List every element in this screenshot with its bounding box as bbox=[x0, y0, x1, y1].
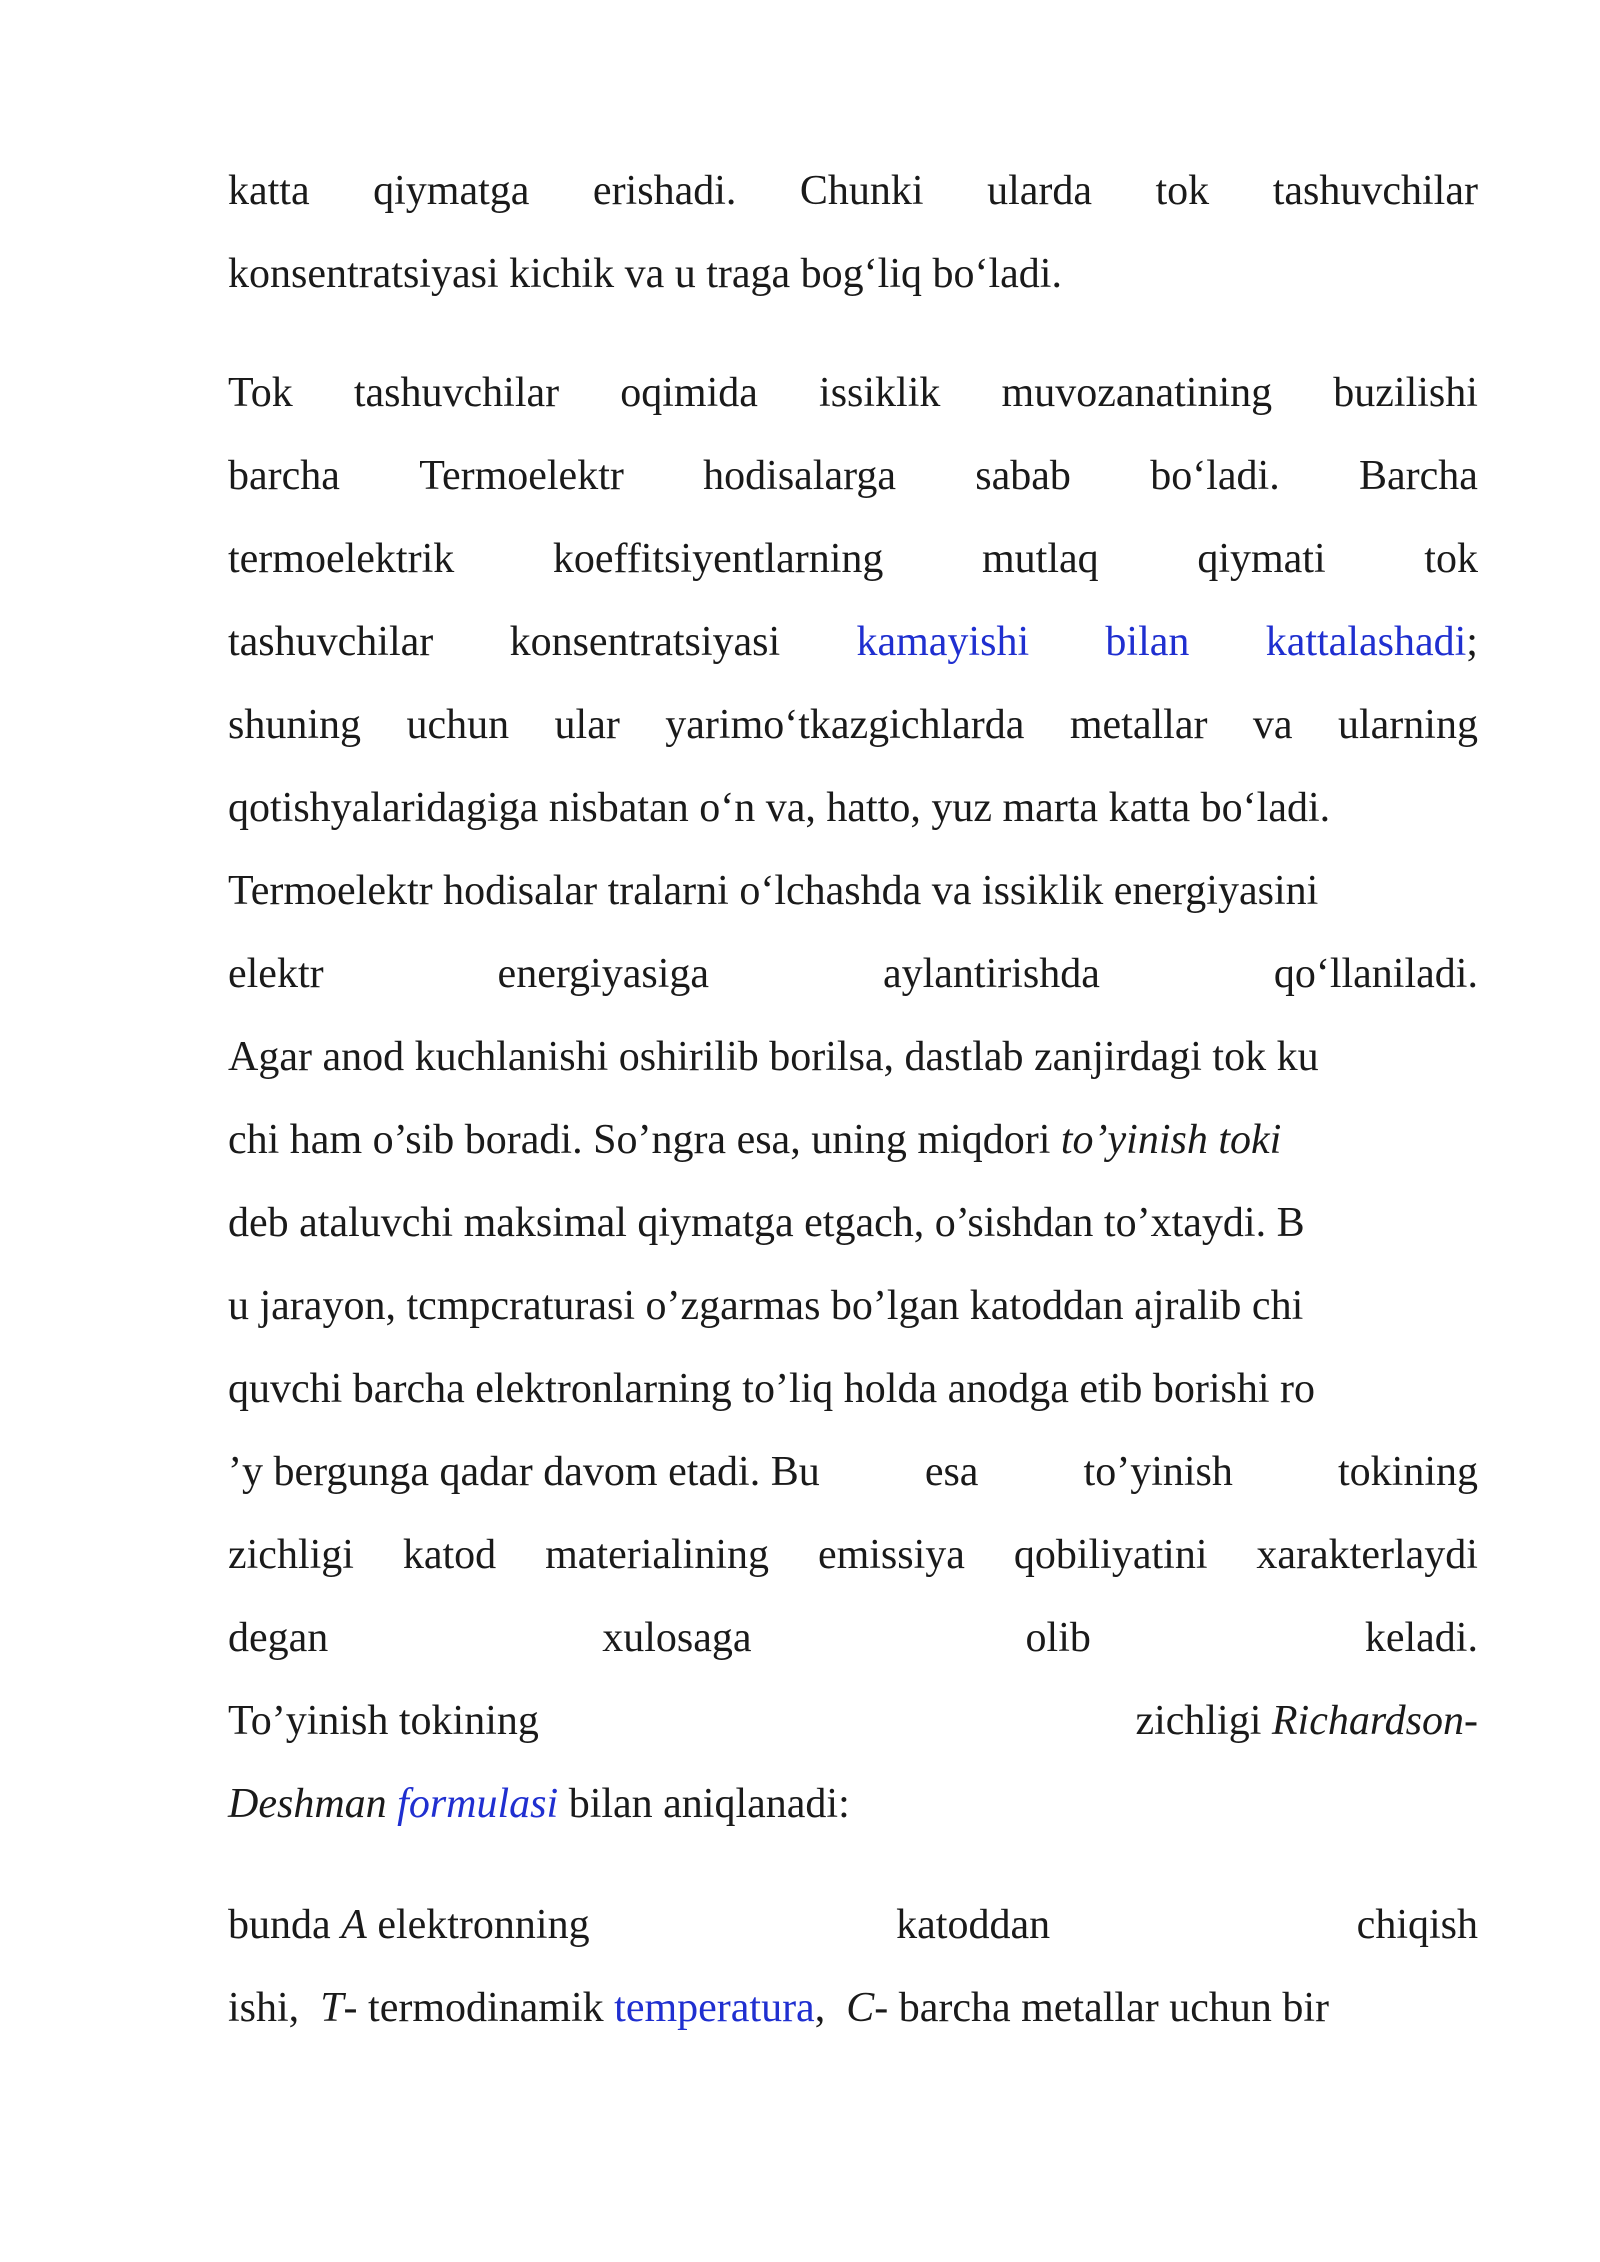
text-line bbox=[228, 684, 1478, 767]
word: tashuvchilar bbox=[353, 370, 560, 416]
word: Barcha bbox=[1359, 453, 1478, 499]
word: barcha bbox=[228, 453, 340, 499]
word: issiklik bbox=[819, 370, 941, 416]
word: tokining bbox=[1337, 1449, 1478, 1495]
word: va bbox=[1252, 702, 1293, 748]
link-kattalashadi[interactable]: kattalashadi bbox=[1265, 619, 1467, 665]
word: - barcha metallar uchun bir bbox=[874, 1985, 1329, 2031]
link-temperatura[interactable]: temperatura bbox=[614, 1985, 815, 2031]
variable-c: C bbox=[846, 1985, 875, 2031]
text-line bbox=[228, 1597, 1478, 1680]
word: sabab bbox=[975, 453, 1071, 499]
word: tashuvchilar bbox=[1272, 168, 1478, 214]
term-toyinish-toki: to’yinish toki bbox=[1060, 1117, 1282, 1163]
text-line: quvchi barcha elektronlarning to’liq holda anodga etib borishi ro bbox=[228, 1366, 1316, 1412]
text-line bbox=[228, 1967, 1478, 2050]
word: qobiliyatini bbox=[1013, 1532, 1208, 1578]
word: Termoelektr bbox=[419, 453, 624, 499]
word: konsentratsiyasi bbox=[509, 619, 781, 665]
text-line bbox=[228, 1099, 1478, 1182]
word: oqimida bbox=[620, 370, 758, 416]
paragraph-2 bbox=[228, 352, 1478, 1846]
text-run: bilan aniqlanadi: bbox=[558, 1781, 850, 1827]
text-line: deb ataluvchi maksimal qiymatga etgach, o’sishdan to’xtaydi. B bbox=[228, 1200, 1305, 1246]
word: ularning bbox=[1338, 702, 1478, 748]
text-line: u jarayon, tcmpcraturasi o’zgarmas bo’lgan katoddan ajralib chi bbox=[228, 1283, 1304, 1329]
word: tashuvchilar bbox=[228, 619, 434, 665]
word: koeffitsiyentlarning bbox=[552, 536, 884, 582]
term-deshman: Deshman bbox=[228, 1781, 387, 1827]
word: ular bbox=[554, 702, 620, 748]
word: Chunki bbox=[799, 168, 924, 214]
text-line bbox=[228, 518, 1478, 601]
word: to’yinish bbox=[1083, 1449, 1233, 1495]
word: shuning bbox=[228, 702, 362, 748]
text-run: ’y bergunga qadar davom etadi. Bu bbox=[228, 1449, 820, 1495]
word: hodisalarga bbox=[703, 453, 896, 499]
text-run: To’yinish tokining bbox=[228, 1698, 539, 1744]
word: Tok bbox=[228, 370, 293, 416]
text-line bbox=[228, 601, 1478, 684]
word: energiyasiga bbox=[497, 951, 710, 997]
word: ularda bbox=[987, 168, 1093, 214]
word: bunda bbox=[228, 1902, 342, 1948]
word: zichligi bbox=[228, 1532, 354, 1578]
text-run: chi ham o’sib boradi. So’ngra esa, uning miqdori bbox=[228, 1117, 1061, 1163]
text-line bbox=[228, 1763, 1478, 1846]
word: xarakterlaydi bbox=[1256, 1532, 1478, 1578]
link-kamayishi[interactable]: kamayishi bbox=[856, 619, 1030, 665]
word: tok bbox=[1424, 536, 1478, 582]
word: tok bbox=[1155, 168, 1210, 214]
text-line: konsentratsiyasi kichik va u traga bog‘liq bo‘ladi. bbox=[228, 251, 1062, 297]
word: uchun bbox=[406, 702, 510, 748]
link-formulasi[interactable]: formulasi bbox=[397, 1781, 559, 1827]
word: muvozanatining bbox=[1001, 370, 1273, 416]
word: erishadi. bbox=[592, 168, 737, 214]
word: keladi. bbox=[1364, 1615, 1478, 1661]
word-group bbox=[1266, 601, 1478, 684]
word: esa bbox=[924, 1449, 979, 1495]
text-line bbox=[228, 933, 1478, 1016]
text-line bbox=[228, 1680, 1478, 1763]
word: qiymatga bbox=[373, 168, 530, 214]
text-line: Agar anod kuchlanishi oshirilib borilsa, dastlab zanjirdagi tok ku bbox=[228, 1034, 1319, 1080]
word: mutlaq bbox=[982, 536, 1099, 582]
word: olib bbox=[1025, 1615, 1091, 1661]
punctuation: , bbox=[814, 1985, 826, 2031]
document-page bbox=[228, 150, 1478, 2050]
term-richardson: Richardson- bbox=[1271, 1698, 1478, 1744]
word: buzilishi bbox=[1333, 370, 1478, 416]
text-line bbox=[228, 1884, 1478, 1967]
word: katta bbox=[228, 168, 310, 214]
word: ishi, bbox=[228, 1985, 300, 2031]
word: chiqish bbox=[1356, 1902, 1478, 1948]
text-run bbox=[1135, 1680, 1478, 1763]
word: - termodinamik bbox=[343, 1985, 615, 2031]
word: metallar bbox=[1069, 702, 1208, 748]
link-bilan[interactable]: bilan bbox=[1105, 619, 1190, 665]
variable-t: T bbox=[320, 1985, 344, 2031]
word: zichligi bbox=[1135, 1698, 1272, 1744]
word: katoddan bbox=[896, 1902, 1051, 1948]
word: qo‘llaniladi. bbox=[1273, 951, 1478, 997]
word: termoelektrik bbox=[228, 536, 455, 582]
word: emissiya bbox=[817, 1532, 965, 1578]
word: bo‘ladi. bbox=[1150, 453, 1280, 499]
text-line: qotishyalaridagiga nisbatan o‘n va, hatto, yuz marta katta bo‘ladi. bbox=[228, 785, 1331, 831]
word: yarimo‘tkazgichlarda bbox=[665, 702, 1025, 748]
text-line: Termoelektr hodisalar tralarni o‘lchashda va issiklik energiyasini bbox=[228, 868, 1319, 914]
paragraph-3 bbox=[228, 1884, 1478, 2050]
paragraph-1 bbox=[228, 150, 1478, 316]
word: qiymati bbox=[1197, 536, 1326, 582]
word: elektronning bbox=[366, 1902, 590, 1948]
text-line bbox=[228, 150, 1478, 233]
word: xulosaga bbox=[602, 1615, 752, 1661]
word: aylantirishda bbox=[882, 951, 1100, 997]
word: materialining bbox=[545, 1532, 770, 1578]
text-line bbox=[228, 435, 1478, 518]
word: katod bbox=[402, 1532, 497, 1578]
text-line bbox=[228, 1431, 1478, 1514]
text-run bbox=[228, 1884, 590, 1967]
word: elektr bbox=[228, 951, 324, 997]
text-line bbox=[228, 352, 1478, 435]
word: degan bbox=[228, 1615, 329, 1661]
punctuation: ; bbox=[1466, 619, 1478, 665]
text-line bbox=[228, 1514, 1478, 1597]
text-run bbox=[228, 1967, 1329, 2050]
variable-a: A bbox=[341, 1902, 367, 1948]
